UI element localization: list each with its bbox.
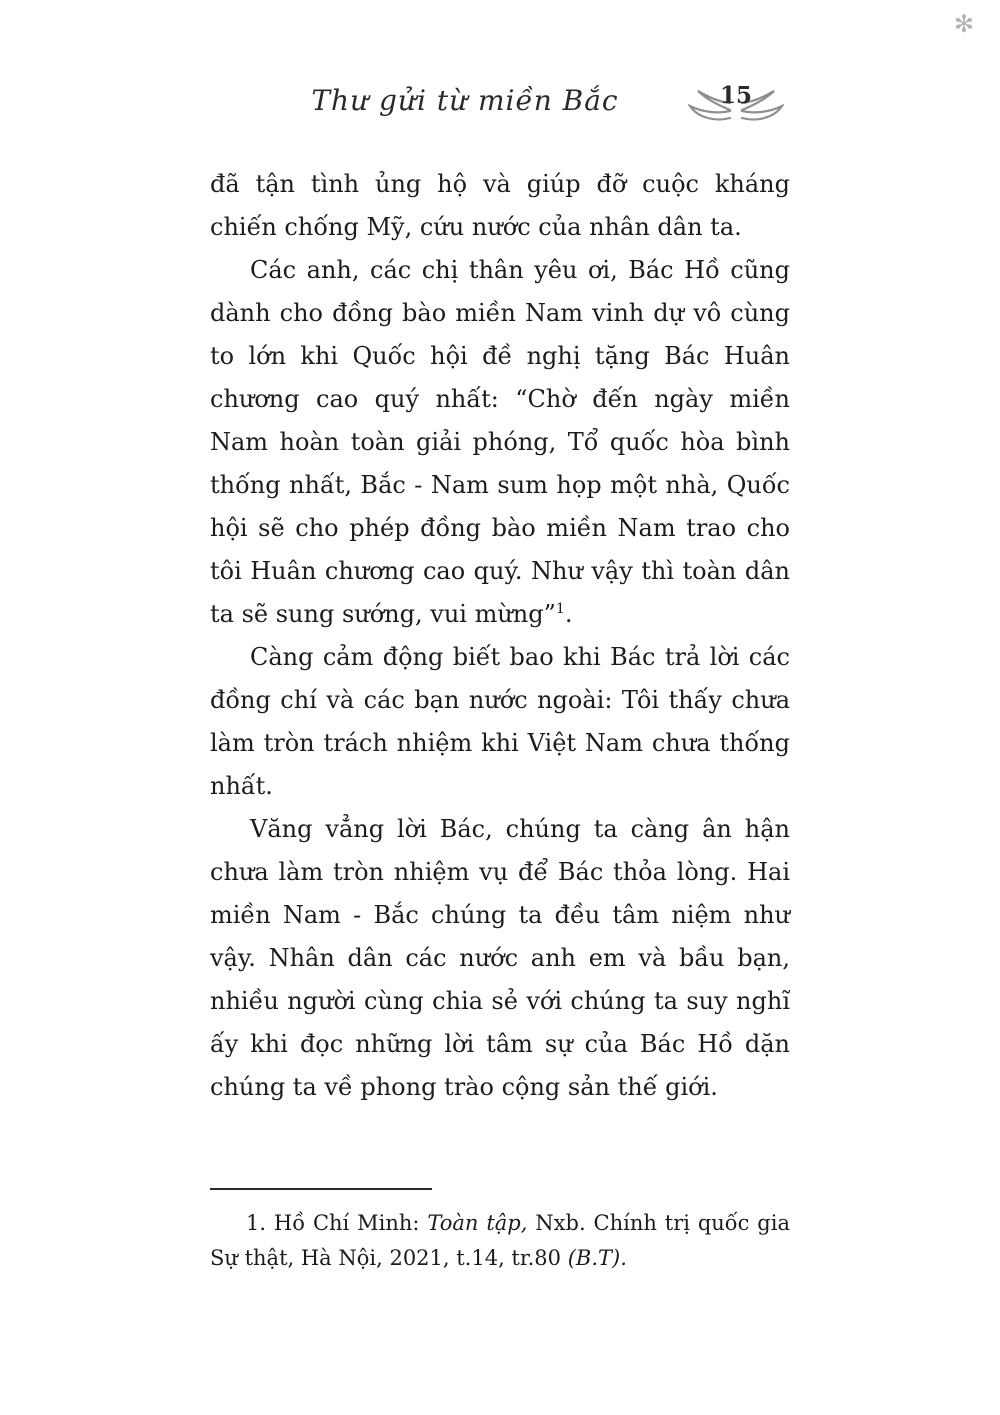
page-body — [210, 163, 790, 1109]
flower-icon: ✻ — [953, 10, 974, 38]
page-number: 15 — [719, 82, 752, 109]
running-title: Thư gửi từ miền Bắc — [311, 84, 619, 117]
footnote-text — [210, 1206, 790, 1276]
footnote-lead: 1. Hồ Chí Minh: — [246, 1211, 428, 1235]
footnote-work-title: Toàn tập, — [427, 1211, 528, 1235]
paragraph-text: Các anh, các chị thân yêu ơi, Bác Hồ cũng dành cho đồng bào miền Nam vinh dự vô cùng to lớn khi Quốc hội đề nghị tặng Bác Huân chương cao quý nhất: “Chờ đến ngày miền Nam hoàn toàn giải phóng, Tổ quốc hòa bình thống nhất, Bắc - Nam sum họp một nhà, Quốc hội sẽ cho phép đồng bào miền Nam trao cho tôi Huân chương cao quý. Như vậy thì toàn dân ta sẽ sung sướng, vui mừng” — [210, 256, 790, 628]
paragraph — [210, 808, 790, 1109]
page-header — [0, 84, 1000, 136]
footnote-reference: 1 — [555, 601, 565, 617]
footnote-middle: Nxb. Chính trị quốc gia Sự thật, Hà Nội, 2021, t.14, tr.80 — [210, 1211, 790, 1270]
paragraph — [210, 636, 790, 808]
paragraph — [210, 249, 790, 636]
footnote-suffix: (B.T). — [567, 1246, 627, 1270]
paragraph — [210, 163, 790, 249]
footnote-separator — [210, 1188, 432, 1190]
footnote-section — [210, 1188, 790, 1276]
page-number-ornament — [688, 80, 784, 128]
paragraph-text: Càng cảm động biết bao khi Bác trả lời các đồng chí và các bạn nước ngoài: Tôi thấy chưa làm tròn trách nhiệm khi Việt Nam chưa thống nhất. — [210, 643, 790, 800]
paragraph-text: đã tận tình ủng hộ và giúp đỡ cuộc kháng chiến chống Mỹ, cứu nước của nhân dân ta. — [210, 170, 790, 241]
paragraph-text: Văng vẳng lời Bác, chúng ta càng ân hận chưa làm tròn nhiệm vụ để Bác thỏa lòng. Hai miền Nam - Bắc chúng ta đều tâm niệm như vậy. Nhân dân các nước anh em và bầu bạn, nhiều người cùng chia sẻ với chúng ta suy nghĩ ấy khi đọc những lời tâm sự của Bác Hồ dặn chúng ta về phong trào cộng sản thế giới. — [210, 815, 790, 1101]
paragraph-text: . — [564, 600, 573, 628]
